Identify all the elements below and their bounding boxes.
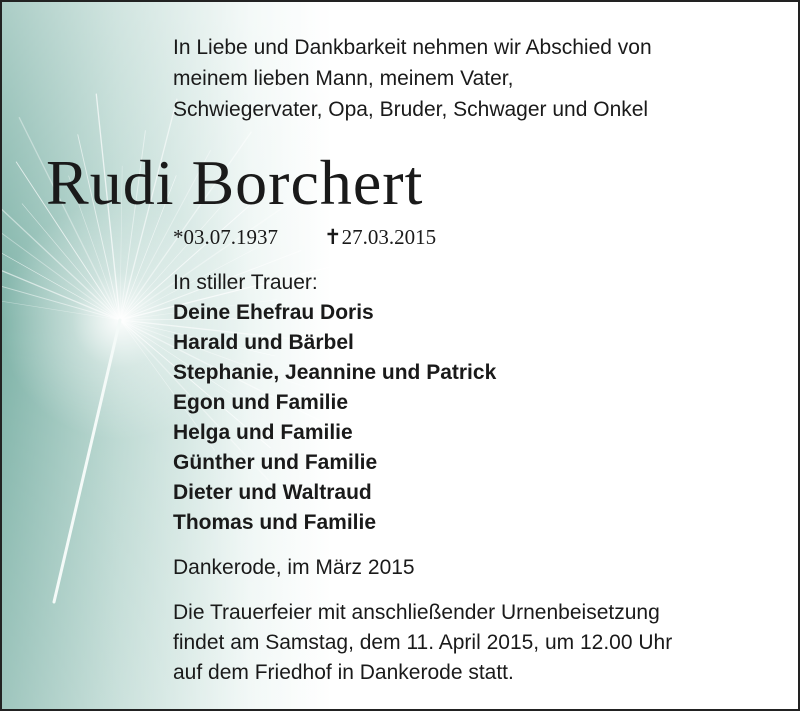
mourner-name: Thomas und Familie <box>173 511 377 534</box>
intro-line: meinem lieben Mann, meinem Vater, <box>173 67 514 90</box>
mourner-name: Dieter und Waltraud <box>173 481 372 504</box>
ceremony-line: findet am Samstag, dem 11. April 2015, um 12.00 Uhr <box>173 631 673 654</box>
intro-line: Schwiegervater, Opa, Bruder, Schwager und Onkel <box>173 98 649 121</box>
life-dates <box>173 222 436 252</box>
mourner-name: Helga und Familie <box>173 421 353 444</box>
mourner-name: Harald und Bärbel <box>173 331 354 354</box>
mourner-name: Günther und Familie <box>173 451 378 474</box>
death-date: ✝27.03.2015 <box>324 225 437 249</box>
mourner-name: Deine Ehefrau Doris <box>173 301 374 324</box>
ceremony-info <box>173 598 672 688</box>
mourning-label: In stiller Trauer: <box>173 271 318 294</box>
deceased-name: Rudi Borchert <box>46 147 424 218</box>
mourner-name: Egon und Familie <box>173 391 349 414</box>
mourners-list <box>173 298 496 538</box>
place-and-date: Dankerode, im März 2015 <box>173 556 415 579</box>
ceremony-line: auf dem Friedhof in Dankerode statt. <box>173 661 514 684</box>
intro-text <box>173 32 773 125</box>
birth-date: *03.07.1937 <box>173 225 278 249</box>
ceremony-line: Die Trauerfeier mit anschließender Urnenbeisetzung <box>173 601 660 624</box>
intro-line: In Liebe und Dankbarkeit nehmen wir Abschied von <box>173 36 652 59</box>
mourner-name: Stephanie, Jeannine und Patrick <box>173 361 497 384</box>
